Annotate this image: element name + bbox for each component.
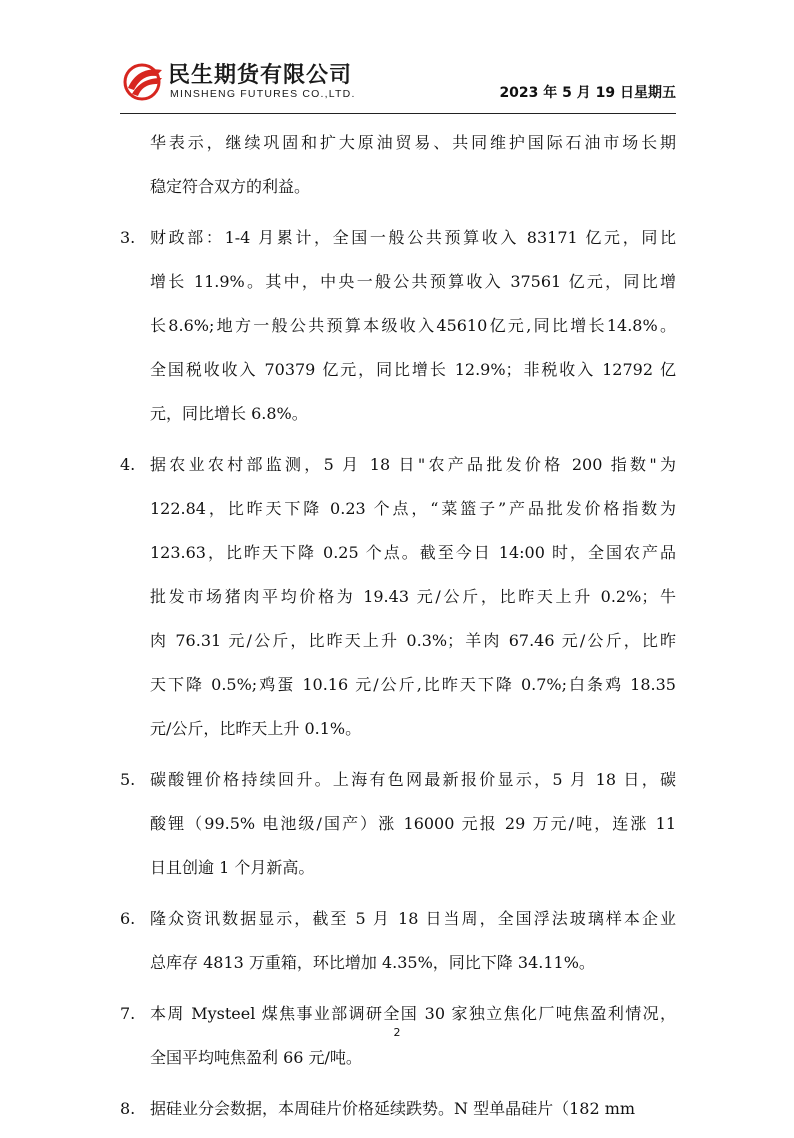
- text-line: 据农业农村部监测，5 月 18 日"农产品批发价格 200 指数"为: [150, 455, 676, 474]
- text-line: 全国税收收入 70379 亿元，同比增长 12.9%；非税收入 12792 亿: [150, 360, 676, 379]
- text-line: 碳酸锂价格持续回升。上海有色网最新报价显示，5 月 18 日，碳: [150, 770, 676, 789]
- text-line: 123.63，比昨天下降 0.25 个点。截至今日 14:00 时，全国农产品: [150, 543, 676, 562]
- item-number: 8.: [120, 1099, 136, 1118]
- numbered-item: [120, 1087, 676, 1131]
- numbered-item: [120, 897, 676, 985]
- report-date: 2023 年 5 月 19 日星期五: [499, 85, 676, 101]
- numbered-item: [120, 758, 676, 890]
- text-line: 全国平均吨焦盈利 66 元/吨。: [150, 1048, 362, 1067]
- continued-paragraph: [120, 121, 676, 209]
- text-line: 天下降 0.5%;鸡蛋 10.16 元/公斤,比昨天下降 0.7%;白条鸡 18.35: [150, 675, 676, 694]
- text-line: 元，同比增长 6.8%。: [150, 404, 308, 423]
- text-line: 增长 11.9%。其中，中央一般公共预算收入 37561 亿元，同比增: [150, 272, 676, 291]
- text-line: 日且创逾 1 个月新高。: [150, 858, 315, 877]
- page-number: 2: [393, 1026, 401, 1039]
- item-number: 5.: [120, 770, 136, 789]
- header-divider: [120, 113, 676, 114]
- text-line: 华表示，继续巩固和扩大原油贸易、共同维护国际石油市场长期: [150, 133, 676, 152]
- text-line: 酸锂（99.5% 电池级/国产）涨 16000 元报 29 万元/吨，连涨 11: [150, 814, 676, 833]
- item-number: 7.: [120, 1004, 136, 1023]
- text-line: 元/公斤，比昨天上升 0.1%。: [150, 719, 362, 738]
- text-line: 总库存 4813 万重箱，环比增加 4.35%，同比下降 34.11%。: [150, 953, 595, 972]
- text-line: 据硅业分会数据，本周硅片价格延续跌势。N 型单晶硅片（182 mm: [150, 1099, 636, 1118]
- company-name-en: MINSHENG FUTURES CO.,LTD.: [170, 88, 356, 100]
- text-line: 长8.6%;地方一般公共预算本级收入45610亿元,同比增长14.8%。: [150, 316, 676, 335]
- document-body: [120, 121, 676, 1138]
- numbered-item: [120, 216, 676, 436]
- text-line: 稳定符合双方的利益。: [150, 177, 311, 196]
- minsheng-logo-icon: [120, 58, 168, 106]
- page-header: [120, 52, 676, 112]
- item-number: 3.: [120, 228, 136, 247]
- item-number: 6.: [120, 909, 136, 928]
- text-line: 隆众资讯数据显示，截至 5 月 18 日当周，全国浮法玻璃样本企业: [150, 909, 676, 928]
- numbered-item: [120, 443, 676, 751]
- item-number: 4.: [120, 455, 136, 474]
- text-line: 肉 76.31 元/公斤，比昨天上升 0.3%；羊肉 67.46 元/公斤，比昨: [150, 631, 676, 650]
- text-line: 批发市场猪肉平均价格为 19.43 元/公斤，比昨天上升 0.2%；牛: [150, 587, 676, 606]
- text-line: 122.84，比昨天下降 0.23 个点，“菜篮子”产品批发价格指数为: [150, 499, 676, 518]
- company-name-cn: 民生期货有限公司: [168, 63, 353, 88]
- text-line: 本周 Mysteel 煤焦事业部调研全国 30 家独立焦化厂吨焦盈利情况，: [150, 1004, 676, 1023]
- text-line: 财政部：1-4 月累计，全国一般公共预算收入 83171 亿元，同比: [150, 228, 676, 247]
